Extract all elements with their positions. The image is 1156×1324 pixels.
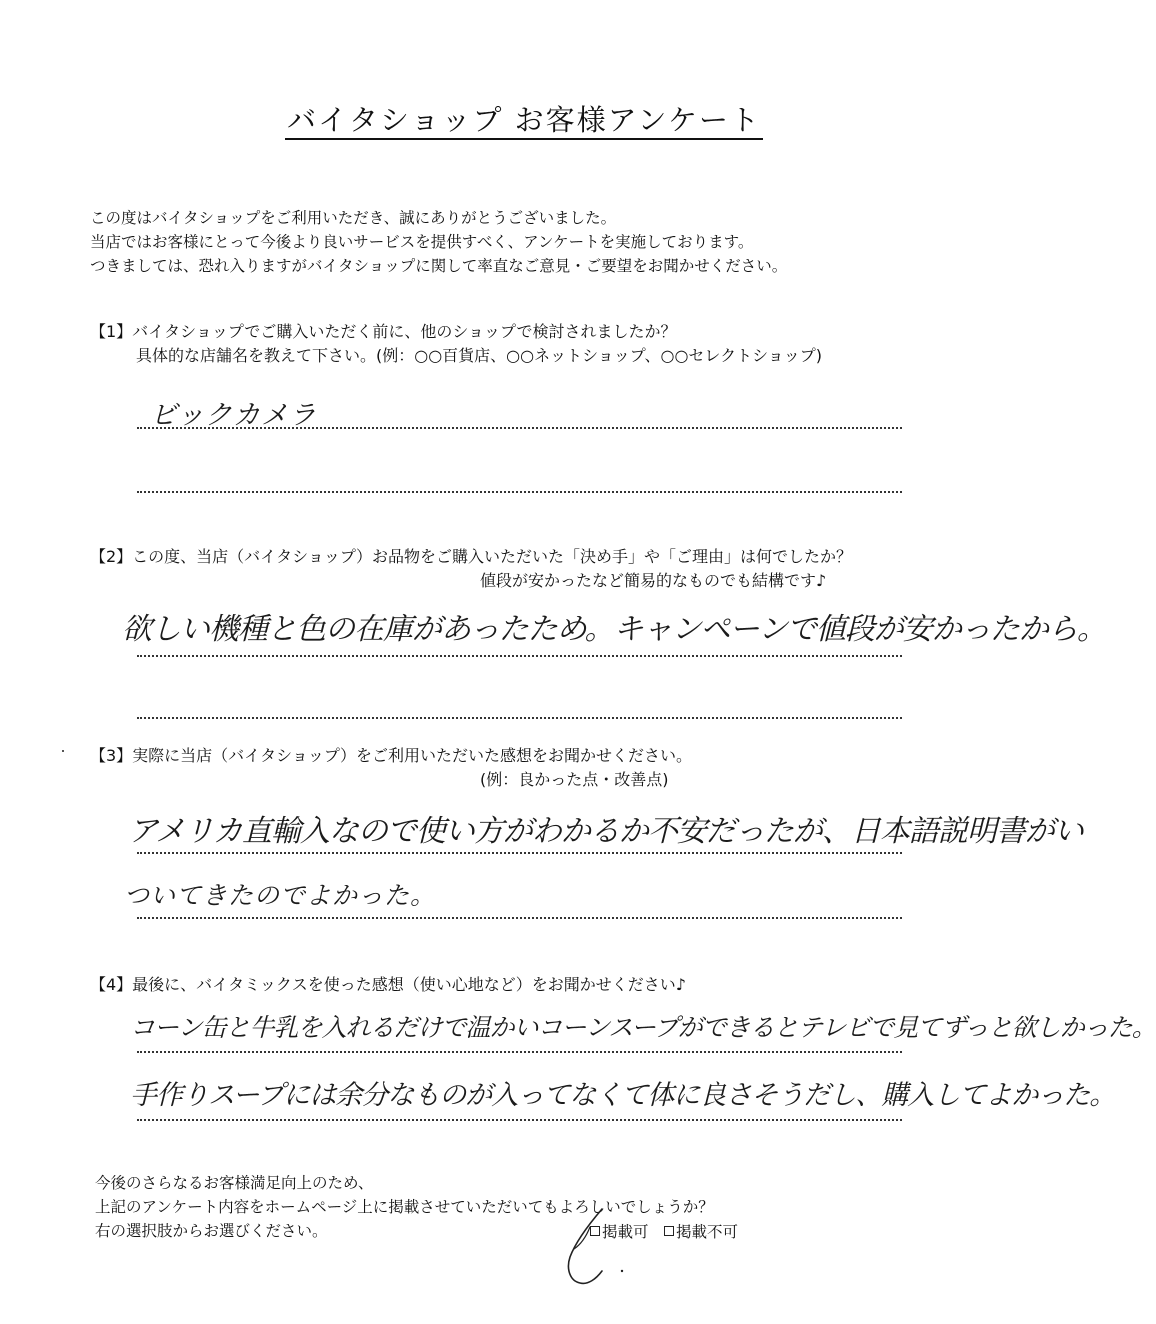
closing-line: 右の選択肢からお選びください。	[95, 1222, 328, 1240]
question-4-text: 【4】最後に、バイタミックスを使った感想（使い心地など）をお聞かせください♪	[90, 975, 686, 994]
checkmark-icon	[560, 1205, 640, 1295]
answer-4-line-1: コーン缶と牛乳を入れるだけで温かいコーンスープができるとテレビで見てずっと欲しかった。	[130, 1013, 1156, 1042]
answer-line	[137, 655, 902, 657]
option-publish-ng[interactable]	[664, 1220, 738, 1242]
answer-line	[137, 491, 902, 493]
answer-3-line-2: ついてきたのでよかった。	[124, 881, 437, 910]
answer-line	[137, 1119, 902, 1121]
answer-1-line-1: ビックカメラ	[150, 400, 317, 431]
question-1-text: 【1】バイタショップでご購入いただく前に、他のショップで検討されましたか？	[90, 322, 677, 341]
answer-line	[137, 917, 902, 919]
intro-line: つきましては、恐れ入りますがバイタショップに関して率直なご意見・ご要望をお聞かせください。	[90, 257, 788, 275]
question-2-text: 【2】この度、当店（バイタショップ）お品物をご購入いただいた「決め手」や「ご理由」は何でしたか？	[90, 547, 853, 566]
survey-title: バイタショップ お客様アンケート	[0, 98, 1048, 139]
answer-line	[137, 427, 902, 429]
answer-4-line-2: 手作りスープには余分なものが入ってなくて体に良さそうだし、購入してよかった。	[130, 1080, 1116, 1111]
intro-line: 当店ではお客様にとって今後より良いサービスを提供すべく、アンケートを実施しております。	[90, 233, 754, 251]
checkbox-icon[interactable]	[664, 1226, 674, 1236]
closing-line: 今後のさらなるお客様満足向上のため、	[95, 1174, 374, 1192]
answer-line	[137, 717, 902, 719]
intro-line: この度はバイタショップをご利用いただき、誠にありがとうございました。	[90, 209, 617, 227]
answer-line	[137, 852, 902, 854]
option-publish-ng-label: 掲載不可	[676, 1223, 739, 1241]
question-2-subtext: 値段が安かったなど簡易的なものでも結構です♪	[480, 571, 827, 590]
option-publish-ok-label: 掲載可	[602, 1223, 649, 1241]
question-3-subtext: (例：良かった点・改善点)	[480, 770, 669, 789]
answer-2-line-1: 欲しい機種と色の在庫があったため。キャンペーンで値段が安かったから。	[122, 612, 1106, 647]
question-1-subtext: 具体的な店舗名を教えて下さい。(例：○○百貨店、○○ネットショップ、○○セレクトショップ)	[136, 346, 823, 365]
scan-speck	[62, 750, 64, 752]
answer-3-line-1: アメリカ直輸入なので使い方がわかるか不安だったが、日本語説明書がい	[128, 814, 1083, 849]
closing-line: 上記のアンケート内容をホームページ上に掲載させていただいてもよろしいでしょうか？	[95, 1198, 714, 1216]
answer-line	[137, 1051, 902, 1053]
question-3-text: 【3】実際に当店（バイタショップ）をご利用いただいた感想をお聞かせください。	[90, 746, 693, 765]
